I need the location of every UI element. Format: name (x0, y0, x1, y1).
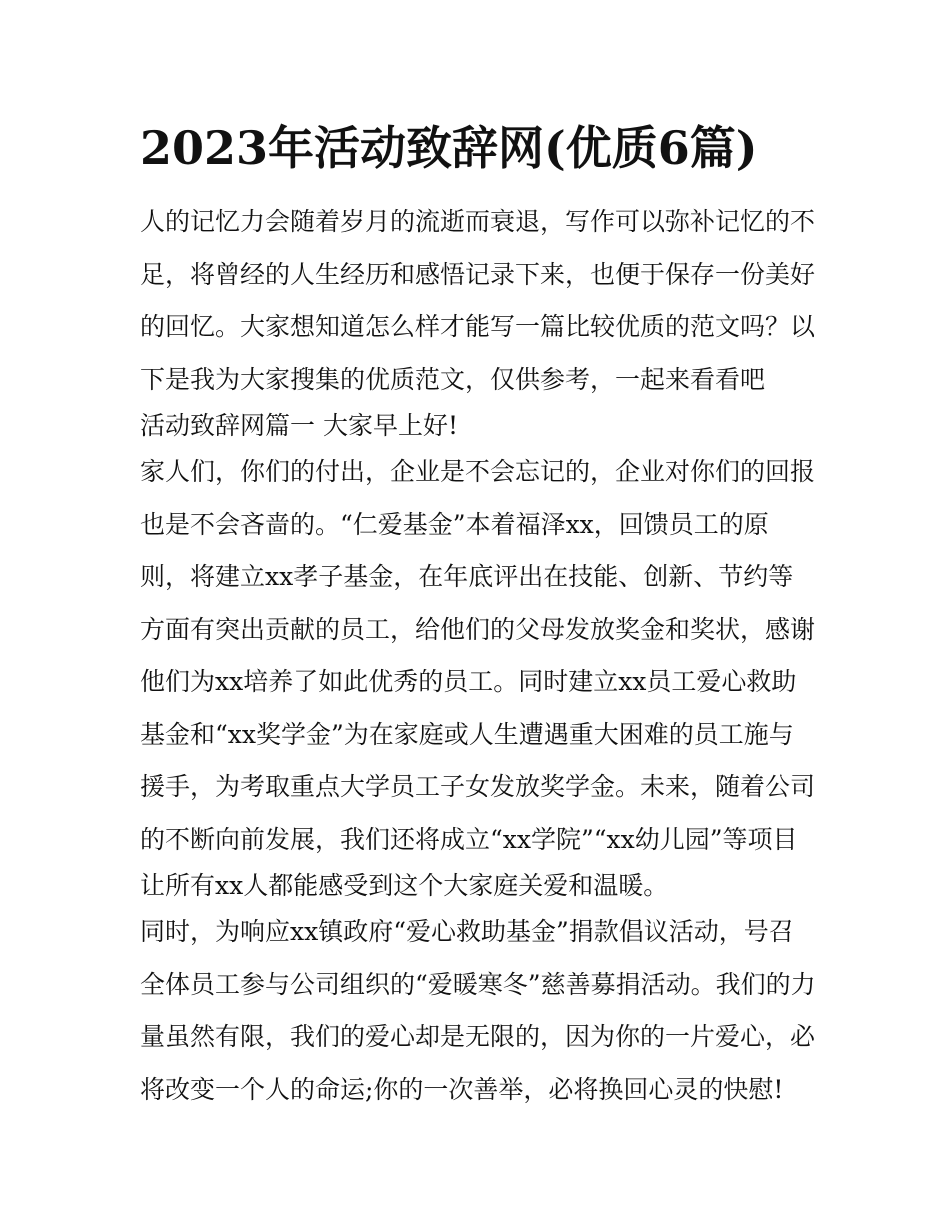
text-line: 将改变一个人的命运;你的一次善举，必将换回心灵的快慰! (140, 1074, 784, 1104)
text-line: 方面有突出贡献的员工，给他们的父母发放奖金和奖状，感谢 (140, 614, 816, 644)
text-line: 家人们，你们的付出，企业是不会忘记的，企业对你们的回报 (140, 457, 816, 486)
text-line: 的回忆。大家想知道怎么样才能写一篇比较优质的范文吗？以 (140, 312, 816, 341)
text-line: 让所有xx人都能感受到这个大家庭关爱和温暖。 (140, 871, 669, 900)
text-line: 基金和“xx奖学金”为在家庭或人生遭遇重大困难的员工施与 (140, 719, 794, 749)
text-line: 同时，为响应xx镇政府“爱心救助基金”捐款倡议活动，号召 (140, 917, 794, 946)
text-line: 全体员工参与公司组织的“爱暖寒冬”慈善募捐活动。我们的力 (140, 969, 816, 999)
text-line: 他们为xx培养了如此优秀的员工。同时建立xx员工爱心救助 (140, 667, 797, 696)
text-line: 下是我为大家搜集的优质范文，仅供参考，一起来看看吧 (140, 364, 766, 394)
text-line: 量虽然有限，我们的爱心却是无限的，因为你的一片爱心，必 (140, 1022, 816, 1051)
section-heading-line: 活动致辞网篇一 大家早上好! (140, 411, 458, 440)
text-line: 也是不会吝啬的。“仁爱基金”本着福泽xx，回馈员工的原 (140, 509, 769, 539)
document-title: 2023年活动致辞网(优质6篇) (140, 121, 758, 175)
text-line: 援手，为考取重点大学员工子女发放奖学金。未来，随着公司 (140, 772, 816, 801)
text-line: 的不断向前发展，我们还将成立“xx学院”“xx幼儿园”等项目 (140, 824, 798, 854)
text-line: 足，将曾经的人生经历和感悟记录下来，也便于保存一份美好 (140, 259, 816, 289)
document-body (140, 196, 820, 1116)
text-line: 人的记忆力会随着岁月的流逝而衰退，写作可以弥补记忆的不 (140, 207, 816, 236)
text-line: 则，将建立xx孝子基金，在年底评出在技能、创新、节约等 (140, 562, 794, 591)
